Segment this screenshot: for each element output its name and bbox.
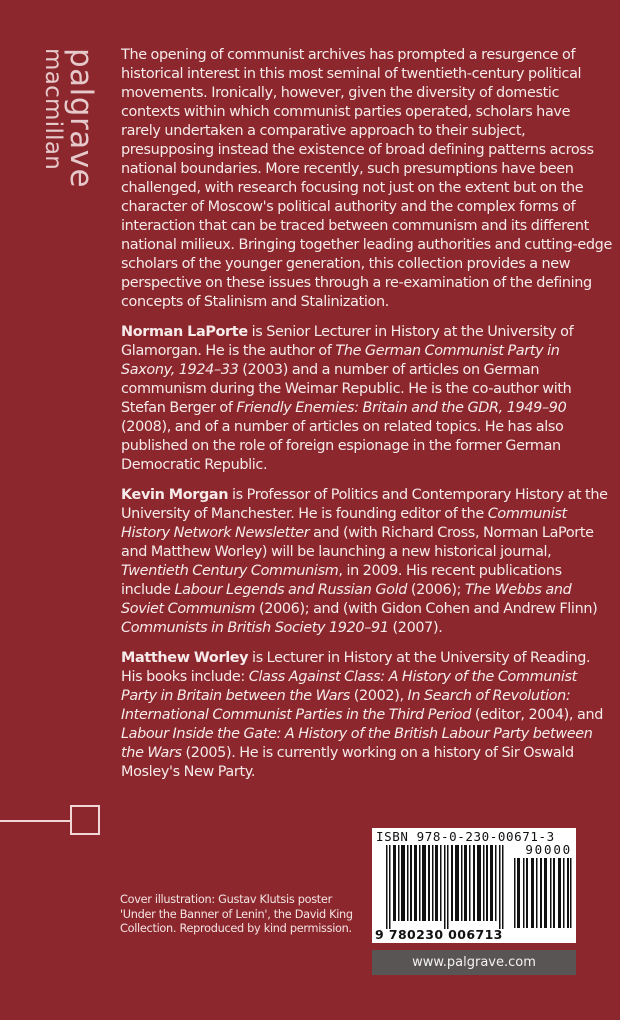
cover-credit: Cover illustration: Gustav Klutsis poster 'Under the Banner of Lenin', the David King Collection. Reproduced by kind permission. — [120, 893, 353, 935]
author-name: Norman LaPorte — [121, 324, 248, 340]
decorative-line — [0, 820, 70, 822]
book-title: Friendly Enemies: Britain and the GDR, 1949–90 — [236, 400, 567, 416]
palgrave-macmillan-logo — [36, 48, 99, 198]
decorative-square — [70, 805, 100, 835]
author-name: Kevin Morgan — [121, 487, 229, 503]
book-title: In Search of Revolution: International Communist Parties in the Third Period — [121, 688, 571, 723]
price-code: 90000 — [525, 842, 572, 857]
isbn-label: ISBN 978-0-230-00671-3 — [376, 829, 555, 844]
logo-macmillan: macmillan — [40, 48, 66, 171]
barcode-addon-icon — [514, 858, 572, 928]
logo-palgrave: palgrave — [63, 48, 99, 189]
book-title: Twentieth Century Communism — [121, 563, 339, 579]
bio-kevin-morgan: Kevin Morgan is Professor of Politics and Contemporary History at the University of Manchester. He is founding editor of the Communist History Network Newsletter and (with Richard Cross, Norman LaPorte and Matthew Worley) will be launching a new historical journal, Twentieth Century Communism, in 2009. His recent publications include Labour Legends and Russian Gold (2006); The Webbs and Soviet Communism (2006); and (with Gidon Cohen and Andrew Flinn) Communists in British Society 1920–91 (2007). — [121, 487, 608, 636]
book-title: Communist History Network Newsletter — [121, 506, 567, 541]
book-title: Labour Inside the Gate: A History of the British Labour Party between the Wars — [121, 726, 593, 761]
book-title: The Webbs and Soviet Communism — [121, 582, 572, 617]
isbn-barcode — [372, 828, 576, 943]
back-cover-text — [121, 46, 613, 793]
book-description: The opening of communist archives has prompted a resurgence of historical interest in this most seminal of twentieth-century political movements. Ironically, however, given the diversity of domestic contexts within which communist parties operated, scholars have rarely undertaken a comparative approach to their subject, presupposing instead the existence of broad defining patterns across national boundaries. More recently, such presumptions have been challenged, with research focusing not just on the extent but on the character of Moscow's political authority and the complex forms of interaction that can be traced between communism and its different national milieux. Bringing together leading authorities and cutting-edge scholars of the younger generation, this collection provides a new perspective on these issues through a re-examination of the defining concepts of Stalinism and Stalinization. — [121, 47, 612, 310]
isbn-digits: 9 780230 006713 — [375, 927, 503, 942]
author-name: Matthew Worley — [121, 650, 249, 666]
book-title: Labour Legends and Russian Gold — [174, 582, 408, 598]
bio-norman-laporte: Norman LaPorte is Senior Lecturer in History at the University of Glamorgan. He is the author of The German Communist Party in Saxony, 1924–33 (2003) and a number of articles on German communism during the Weimar Republic. He is the co-author with Stefan Berger of Friendly Enemies: Britain and the GDR, 1949–90 (2008), and of a number of articles on related topics. He has also published on the role of foreign espionage in the former German Democratic Republic. — [121, 324, 574, 473]
bio-matthew-worley: Matthew Worley is Lecturer in History at the University of Reading. His books include: Class Against Class: A History of the Communist Party in Britain between the Wars (2002), In Search of Revolution: International Communist Parties in the Third Period (editor, 2004), and Labour Inside the Gate: A History of the British Labour Party between the Wars (2005). He is currently working on a history of Sir Oswald Mosley's New Party. — [121, 650, 604, 780]
website-url[interactable]: www.palgrave.com — [372, 950, 576, 975]
book-title: Communists in British Society 1920–91 — [121, 620, 389, 636]
book-title: Class Against Class: A History of the Communist Party in Britain between the Wars — [121, 669, 577, 704]
barcode-bars-icon — [386, 845, 506, 929]
book-title: The German Communist Party in Saxony, 1924–33 — [121, 343, 560, 378]
